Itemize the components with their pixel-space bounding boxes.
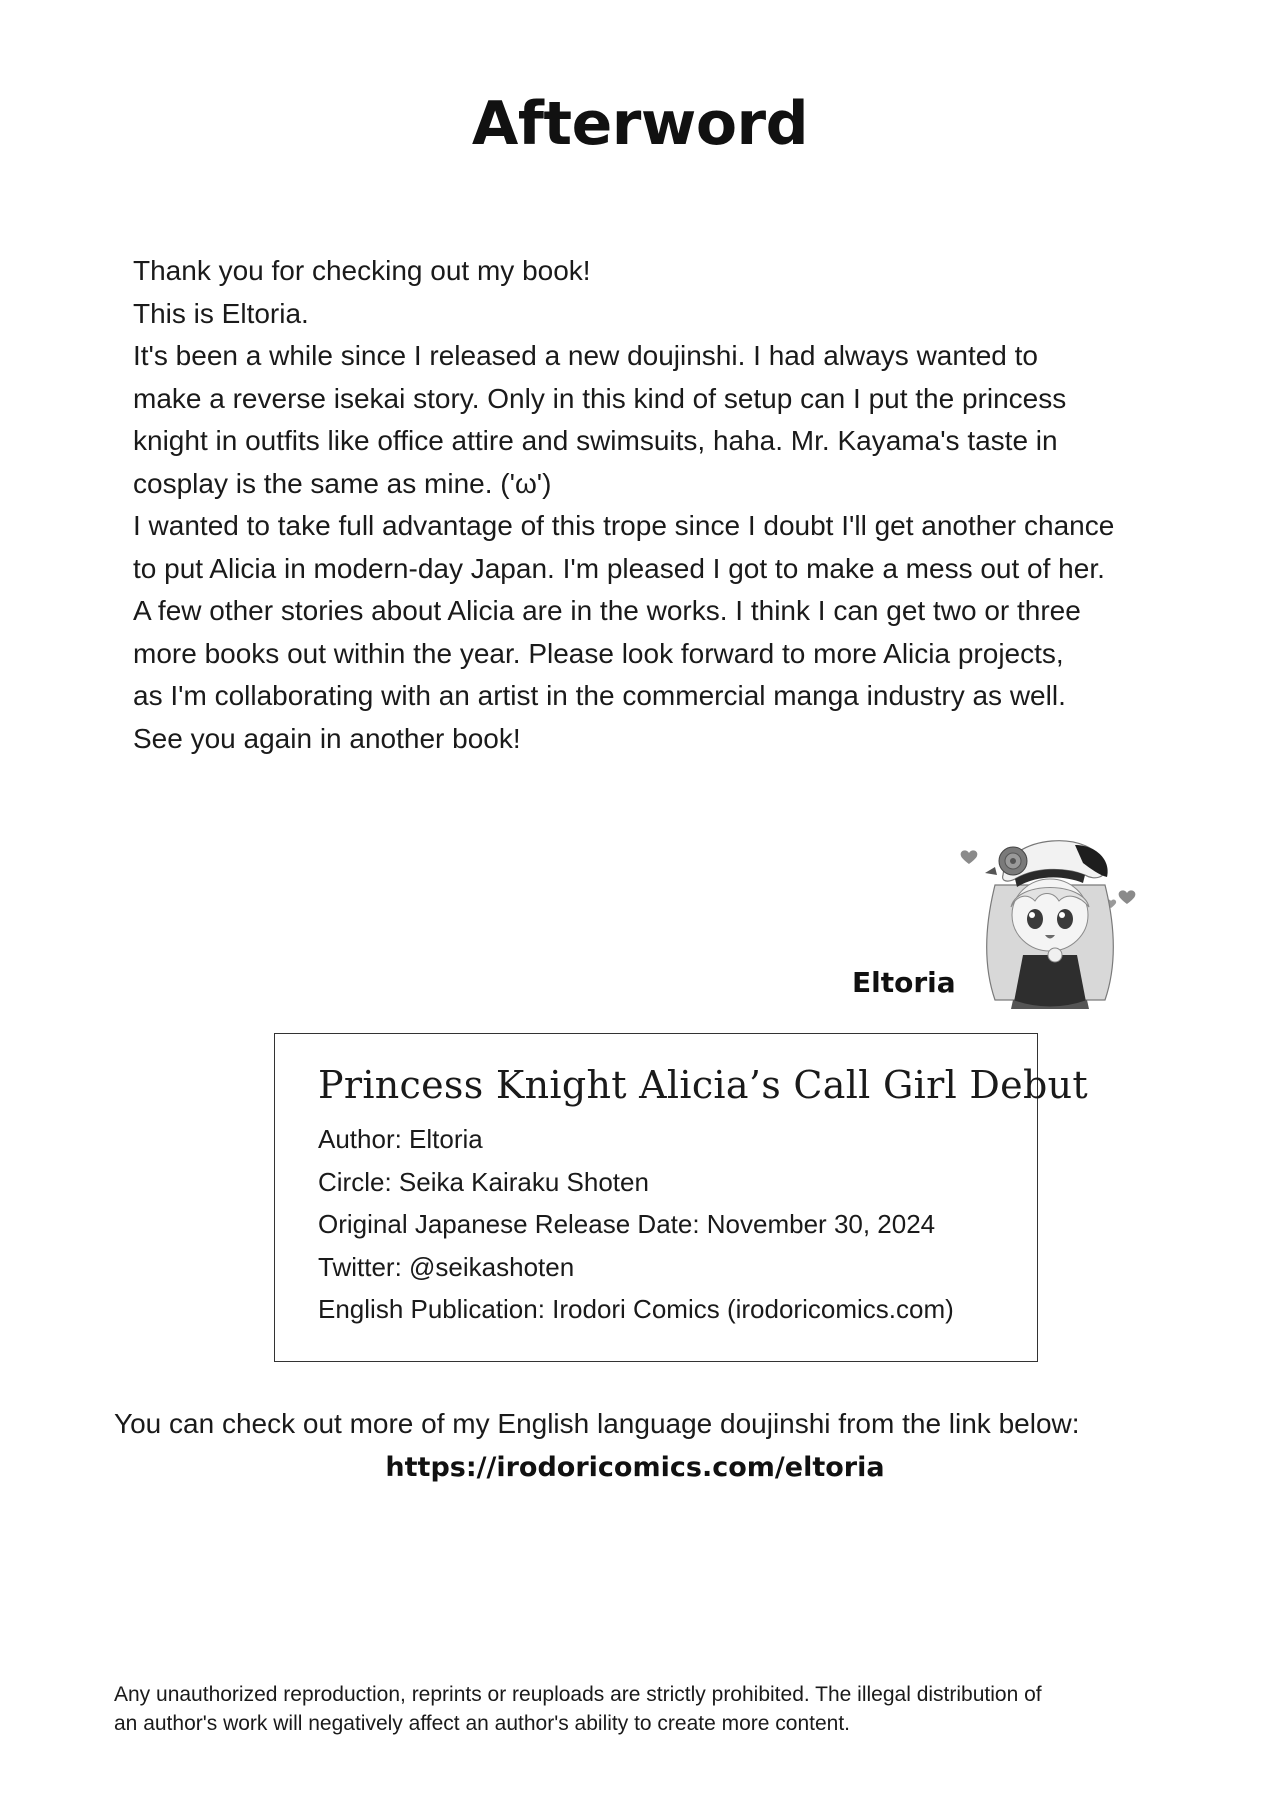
book-twitter: Twitter: @seikashoten [318,1251,575,1282]
copyright-line: an author's work will negatively affect an author's ability to create more content. [114,1712,851,1735]
book-info-lines [318,1118,954,1331]
afterword-line: This is Eltoria. [133,297,309,329]
afterword-line: make a reverse isekai story. Only in this kind of setup can I put the princess [133,382,1067,414]
afterword-line: knight in outfits like office attire and swimsuits, haha. Mr. Kayama's taste in [133,425,1058,456]
author-link[interactable]: https://irodoricomics.com/eltoria [385,1452,885,1483]
book-release-date: Original Japanese Release Date: November 30, 2024 [318,1209,936,1239]
afterword-line: See you again in another book! [133,722,521,754]
heart-icon [1119,890,1136,904]
afterword-line: as I'm collaborating with an artist in the commercial manga industry as well. [133,680,1066,711]
afterword-line: Thank you for checking out my book! [133,255,591,286]
afterword-line: more books out within the year. Please look forward to more Alicia projects, [133,637,1064,669]
more-doujinshi-text: You can check out more of my English language doujinshi from the link below: [114,1408,1080,1439]
book-author: Author: Eltoria [318,1124,483,1154]
afterword-line: A few other stories about Alicia are in the works. I think I can get two or three [133,595,1081,626]
afterword-body [133,250,1203,760]
chibi-character-illustration-icon [955,815,1145,1015]
afterword-line: to put Alicia in modern-day Japan. I'm pleased I got to make a mess out of her. [133,552,1105,584]
afterword-line: I wanted to take full advantage of this trope since I doubt I'll get another chance [133,510,1115,541]
book-circle: Circle: Seika Kairaku Shoten [318,1166,649,1197]
page-title: Afterword [471,89,809,159]
book-title: Princess Knight Alicia’s Call Girl Debut [318,1063,1088,1107]
signature-name: Eltoria [852,966,956,999]
afterword-line: It's been a while since I released a new doujinshi. I had always wanted to [133,340,1038,371]
copyright-line: Any unauthorized reproduction, reprints or reuploads are strictly prohibited. The illegal distribution of [114,1683,1042,1706]
book-info-box [274,1033,1088,1362]
book-publication: English Publication: Irodori Comics (irodoricomics.com) [318,1294,954,1324]
heart-icon [961,850,978,864]
copyright-notice [114,1680,1194,1738]
afterword-line: cosplay is the same as mine. ('ω') [133,467,552,499]
